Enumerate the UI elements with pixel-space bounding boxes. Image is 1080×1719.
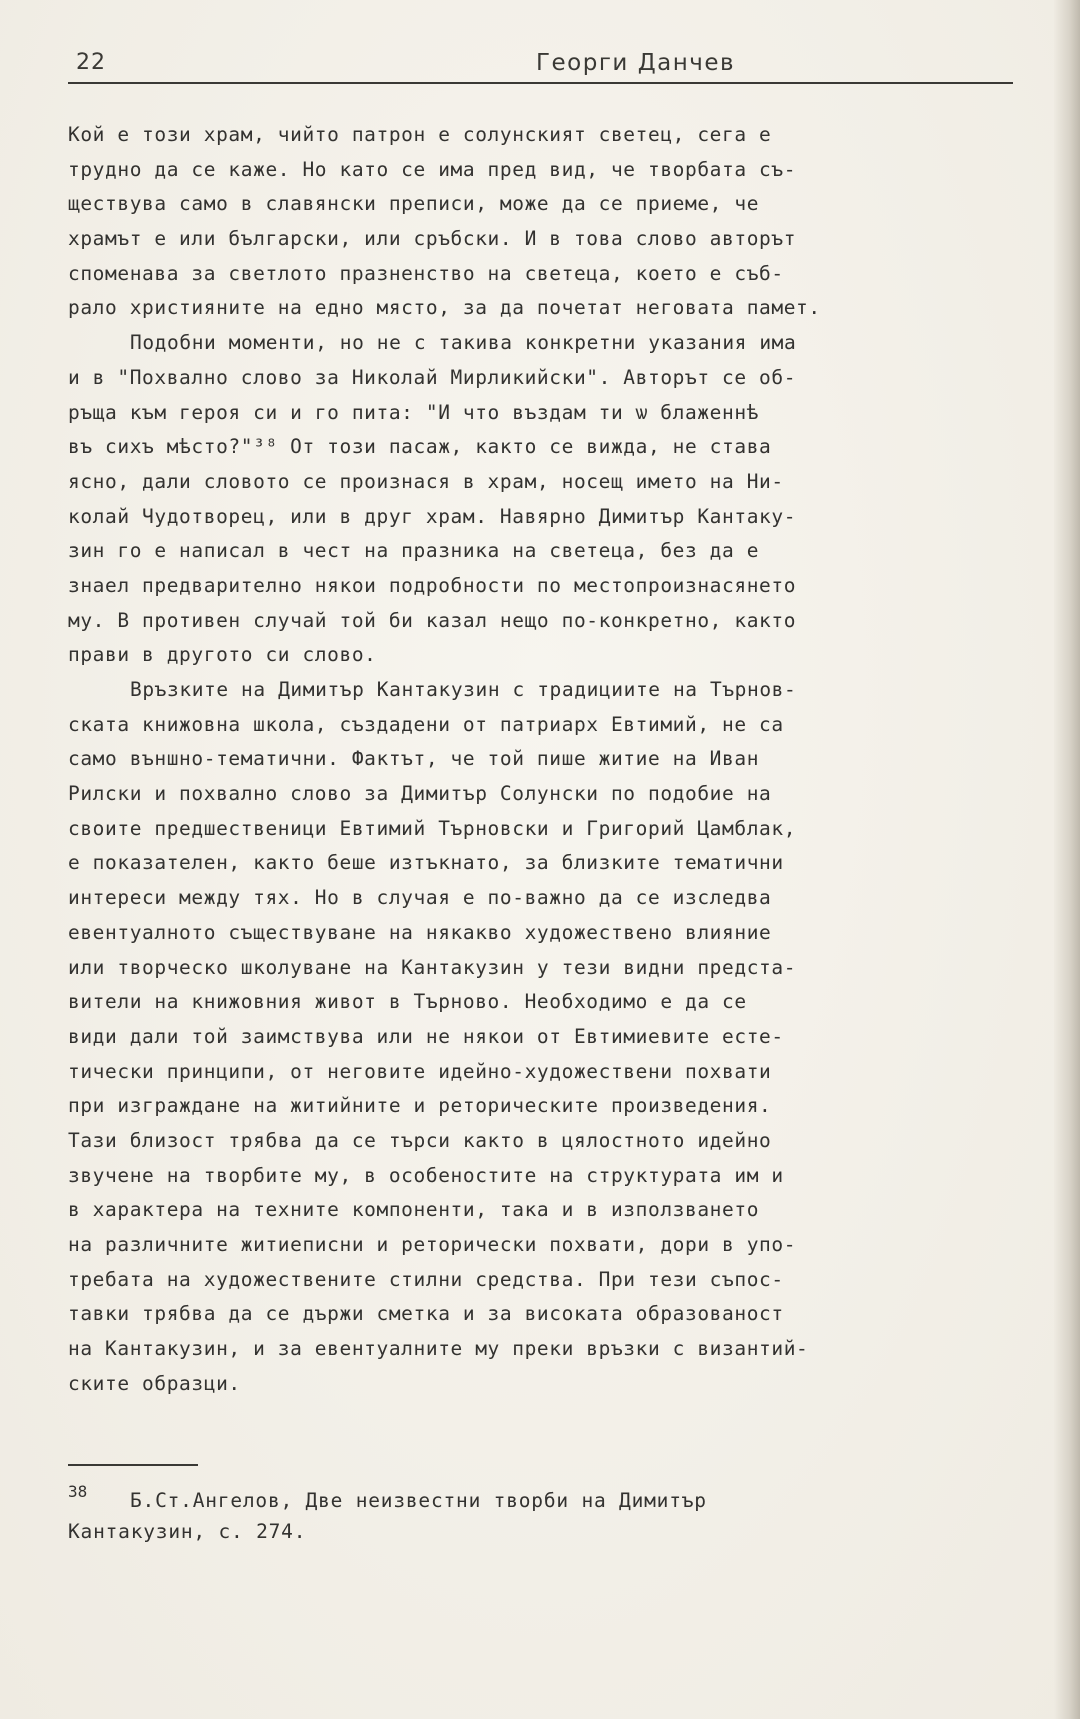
footnote-divider <box>68 1464 198 1466</box>
text-line: рало християните на едно място, за да почетат неговата памет. <box>68 296 821 320</box>
page-edge-shadow <box>1054 0 1080 1719</box>
text-line: на различните житиеписни и реторически похвати, дори в упо- <box>68 1233 797 1256</box>
footnote-marker: 38 <box>68 1482 88 1501</box>
text-line: требата на художествените стилни средства. При тези съпос- <box>68 1267 784 1291</box>
text-line: Рилски и похвално слово за Димитър Солунски по подобие на <box>68 782 772 806</box>
text-line: ските образци. <box>68 1371 241 1395</box>
text-line: интереси между тях. Но в случая е по-важно да се изследва <box>68 886 772 910</box>
text-line: евентуалното съществуване на някакво художествено влияние <box>68 920 772 944</box>
text-line: види дали той заимствува или не някои от Евтимиевите есте- <box>68 1024 784 1048</box>
text-line: своите предшественици Евтимий Търновски и Григорий Цамблак, <box>68 816 797 840</box>
text-line: ясно, дали словото се произнася в храм, носещ името на Ни- <box>68 469 784 493</box>
text-line: зин го е написал в чест на празника на светеца, без да е <box>68 539 760 563</box>
page-header <box>68 48 1013 84</box>
body-text <box>68 118 1023 1401</box>
text-line: споменава за светлото празненство на светеца, което е съб- <box>68 261 784 285</box>
text-line: ръща към героя си и го пита: "И что въздам ти ѡ блаженнѣ <box>68 400 760 424</box>
text-line: му. В противен случай той би казал нещо по-конкретно, както <box>68 608 797 632</box>
text-line: знаел предварително някои подробности по местопроизнасянето <box>68 573 797 597</box>
page-number: 22 <box>76 50 106 75</box>
text-line: Кой е този храм, чийто патрон е солунският светец, сега е <box>68 123 772 146</box>
footnote-line-continued: Кантакузин, с. 274. <box>68 1520 307 1543</box>
text-line: и в "Похвално слово за Николай Мирликийски". Авторът се об- <box>68 365 797 389</box>
text-line: тически принципи, от неговите идейно-художествени похвати <box>68 1059 772 1083</box>
text-line: храмът е или български, или сръбски. И в това слово авторът <box>68 227 797 251</box>
text-line: колай Чудотворец, или в друг храм. Навярно Димитър Кантаку- <box>68 504 797 528</box>
paragraph-start-line: Връзките на Димитър Кантакузин с традициите на Търнов- <box>130 678 797 701</box>
footnote-line <box>0 1472 1023 1512</box>
text-line: само външно-тематични. Фактът, че той пише житие на Иван <box>68 747 760 771</box>
running-title: Георги Данчев <box>536 50 736 76</box>
text-line: при изграждане на житийните и реторическите произведения. <box>68 1094 772 1118</box>
text-line: тавки трябва да се държи сметка и за високата образованост <box>68 1302 784 1326</box>
text-line: звучене на творбите му, в особеностите на структурата им и <box>68 1163 784 1187</box>
text-line-with-footnote-ref: въ сихъ мѣсто?"³⁸ От този пасаж, както се вижда, не става <box>68 435 772 459</box>
text-line: на Кантакузин, и за евентуалните му преки връзки с византий- <box>68 1337 809 1361</box>
text-line: Тази близост трябва да се търси както в цялостното идейно <box>68 1128 772 1152</box>
text-line: в характера на техните компоненти, така и в използването <box>68 1198 760 1222</box>
footnote <box>68 1472 1023 1552</box>
text-line: вители на книжовния живот в Търново. Необходимо е да се <box>68 990 747 1014</box>
text-line: е показателен, както беше изтъкнато, за близките тематични <box>68 851 784 875</box>
text-line: прави в другото си слово. <box>68 643 377 667</box>
text-line: ществува само в славянски преписи, може да се приеме, че <box>68 192 760 216</box>
paragraph-start-line: Подобни моменти, но не с такива конкретни указания има <box>130 331 797 355</box>
footnote-citation: Б.Ст.Ангелов, Две неизвестни творби на Димитър <box>130 1489 707 1512</box>
text-line: трудно да се каже. Но като се има пред вид, че творбата съ- <box>68 157 797 181</box>
text-line: или творческо школуване на Кантакузин у тези видни предста- <box>68 955 797 979</box>
text-line: ската книжовна школа, създадени от патриарх Евтимий, не са <box>68 712 784 736</box>
